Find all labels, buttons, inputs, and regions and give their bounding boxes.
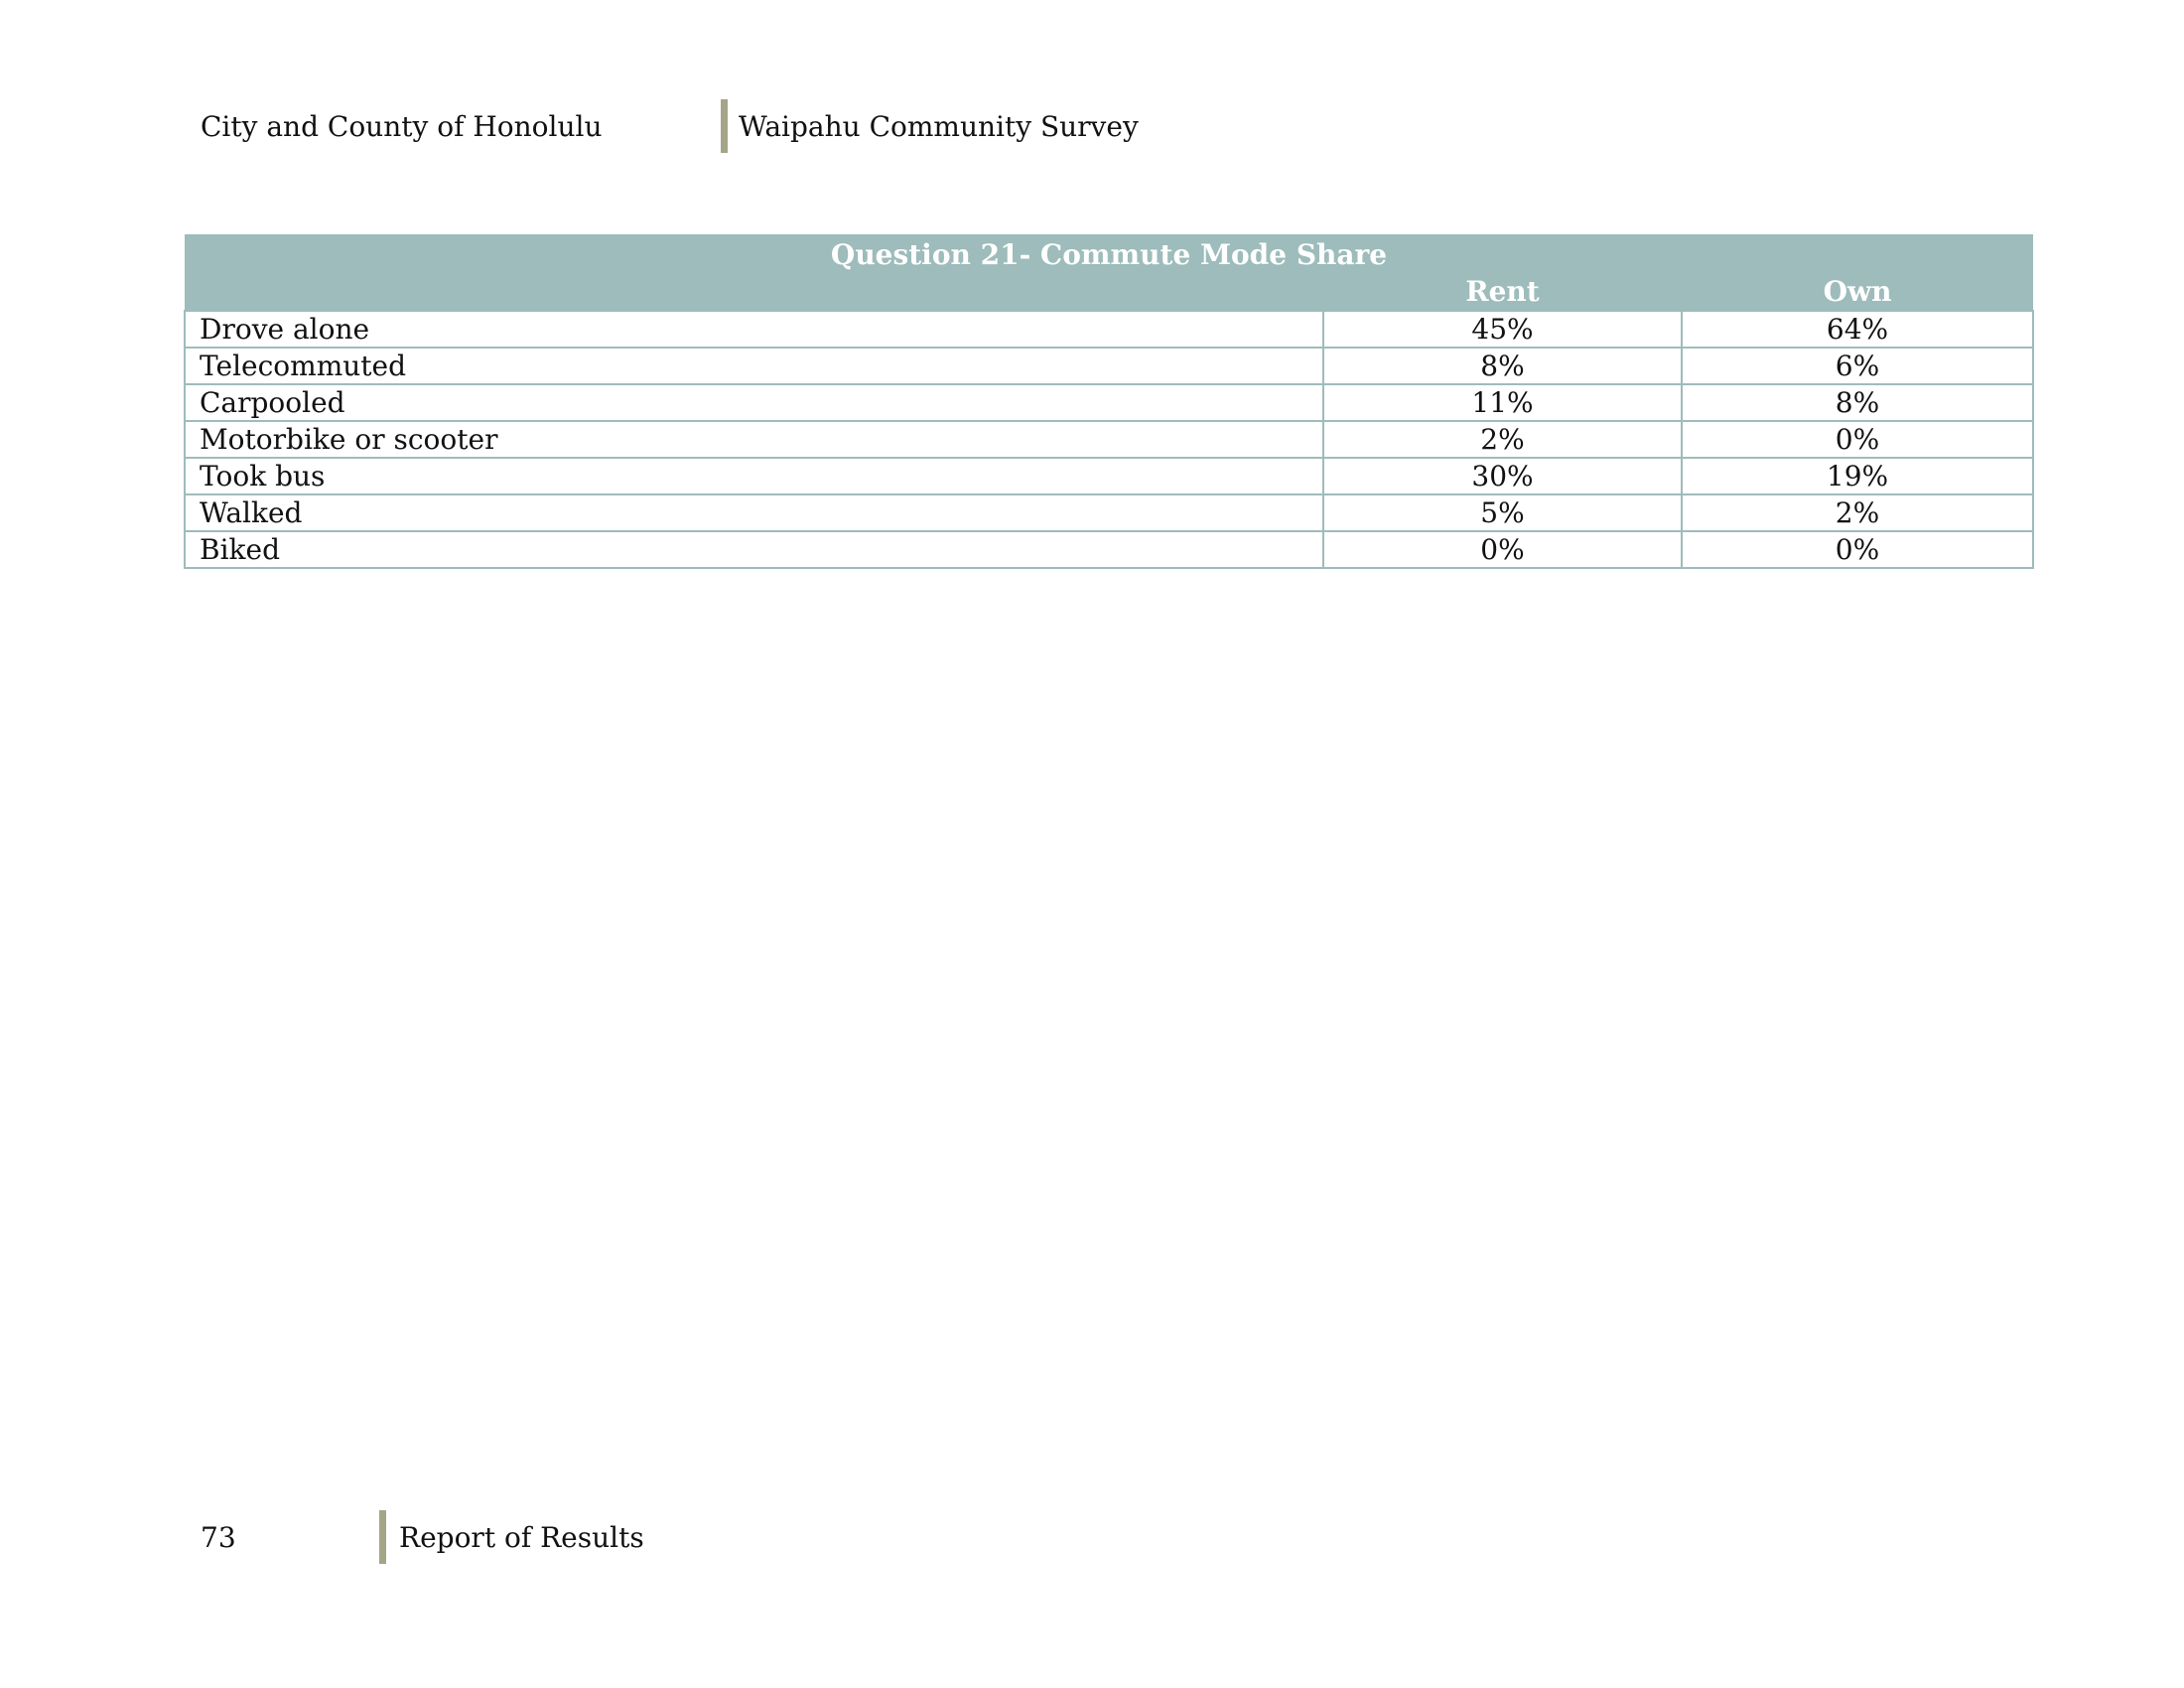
own-value: 19% — [1682, 458, 2033, 494]
own-value: 2% — [1682, 494, 2033, 531]
rent-value: 8% — [1323, 348, 1682, 384]
footer-label: Report of Results — [399, 1521, 644, 1554]
rent-value: 45% — [1323, 311, 1682, 348]
row-label: Carpooled — [185, 384, 1323, 421]
row-label: Drove alone — [185, 311, 1323, 348]
rent-value: 5% — [1323, 494, 1682, 531]
column-header-rent: Rent — [1323, 274, 1682, 311]
rent-value: 30% — [1323, 458, 1682, 494]
own-value: 0% — [1682, 421, 2033, 458]
column-header-label — [185, 274, 1323, 311]
row-label: Motorbike or scooter — [185, 421, 1323, 458]
column-header-own: Own — [1682, 274, 2033, 311]
page-number: 73 — [201, 1521, 236, 1554]
commute-mode-table-container — [184, 234, 2032, 569]
table-row — [185, 311, 2033, 348]
row-label: Took bus — [185, 458, 1323, 494]
table-row — [185, 494, 2033, 531]
rent-value: 0% — [1323, 531, 1682, 568]
document-title: Waipahu Community Survey — [739, 110, 1139, 143]
row-label: Walked — [185, 494, 1323, 531]
table-row — [185, 531, 2033, 568]
commute-mode-table — [184, 234, 2034, 569]
footer-divider-bar — [379, 1510, 386, 1564]
row-label: Telecommuted — [185, 348, 1323, 384]
row-label: Biked — [185, 531, 1323, 568]
rent-value: 2% — [1323, 421, 1682, 458]
own-value: 6% — [1682, 348, 2033, 384]
table-title: Question 21- Commute Mode Share — [185, 234, 2033, 274]
table-row — [185, 384, 2033, 421]
table-row — [185, 421, 2033, 458]
own-value: 0% — [1682, 531, 2033, 568]
header-divider-bar — [721, 99, 728, 153]
table-row — [185, 458, 2033, 494]
table-row — [185, 348, 2033, 384]
rent-value: 11% — [1323, 384, 1682, 421]
own-value: 64% — [1682, 311, 2033, 348]
own-value: 8% — [1682, 384, 2033, 421]
document-organization: City and County of Honolulu — [201, 110, 603, 143]
